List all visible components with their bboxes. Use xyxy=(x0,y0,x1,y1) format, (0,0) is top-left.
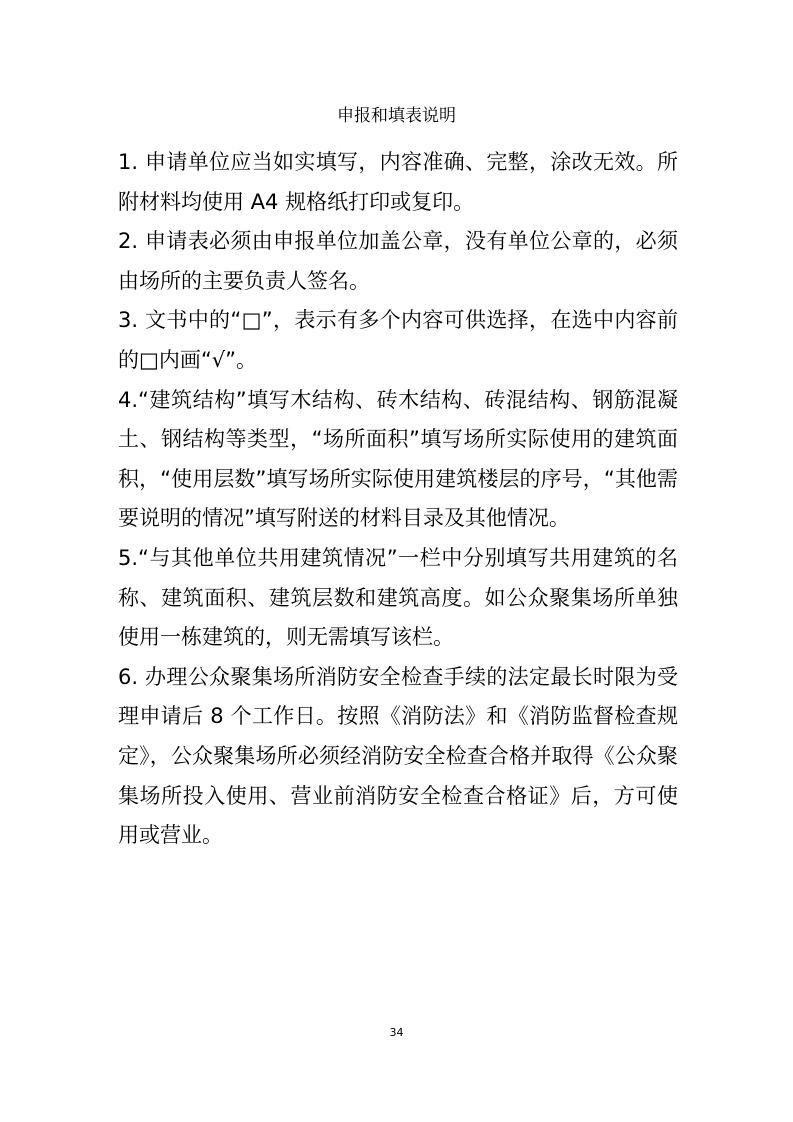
instruction-item-2: 2. 申请表必须由申报单位加盖公章，没有单位公章的，必须由场所的主要负责人签名。 xyxy=(118,229,678,293)
instruction-item-5: 5.“与其他单位共用建筑情况”一栏中分别填写共用建筑的名称、建筑面积、建筑层数和建筑高度。如公众聚集场所单独使用一栋建筑的，则无需填写该栏。 xyxy=(118,545,678,650)
instructions-list xyxy=(118,143,678,856)
page-title: 申报和填表说明 xyxy=(337,106,456,126)
instruction-item-1: 1. 申请单位应当如实填写，内容准确、完整，涂改无效。所附材料均使用 A4 规格纸打印或复印。 xyxy=(118,150,678,214)
instruction-item-6: 6. 办理公众聚集场所消防安全检查手续的法定最长时限为受理申请后 8 个工作日。按照《消防法》和《消防监督检查规定》，公众聚集场所必须经消防安全检查合格并取得《公众聚集场所投入使用、营业前消防安全检查合格证》后，方可使用或营业。 xyxy=(118,664,678,848)
instruction-item-3: 3. 文书中的“□”，表示有多个内容可供选择，在选中内容前的□内画“√”。 xyxy=(118,308,678,372)
page-number: 34 xyxy=(389,1026,404,1039)
instruction-item-4: 4.“建筑结构”填写木结构、砖木结构、砖混结构、钢筋混凝土、钢结构等类型，“场所面积”填写场所实际使用的建筑面积，“使用层数”填写场所实际使用建筑楼层的序号，“其他需要说明的情况”填写附送的材料目录及其他情况。 xyxy=(118,387,678,531)
